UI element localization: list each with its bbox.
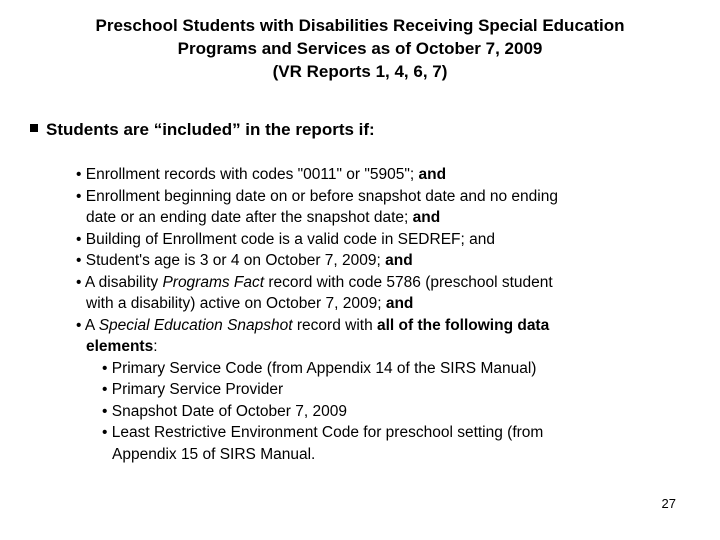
item-text: with a disability) active on October 7, 2009;	[86, 295, 386, 312]
item-text: Snapshot Date of October 7, 2009	[111, 402, 347, 420]
item-text: Primary Service Code (from Appendix 14 of the SIRS Manual)	[111, 359, 537, 377]
bullet-icon: •	[102, 381, 112, 398]
sub-list-item	[102, 401, 696, 423]
bullet-icon: •	[76, 166, 86, 183]
list-item	[76, 164, 696, 186]
criteria-list	[76, 164, 696, 465]
item-text: A	[84, 316, 99, 334]
bullet-icon: •	[76, 187, 86, 205]
item-continuation	[76, 207, 696, 229]
item-tail: and	[385, 252, 413, 269]
list-item	[76, 250, 696, 272]
bullet-icon: •	[76, 252, 86, 269]
item-text: Enrollment records with codes "0011" or "5905";	[85, 166, 419, 183]
item-text: Least Restrictive Environment Code for preschool setting (from	[111, 424, 544, 441]
list-item	[76, 186, 696, 229]
item-text: record with code 5786 (preschool student	[264, 273, 553, 291]
item-text: date or an ending date after the snapshot date;	[86, 209, 413, 226]
item-bold: elements	[86, 338, 154, 355]
item-emphasis: Special Education Snapshot	[98, 316, 293, 334]
sub-list-item	[102, 358, 696, 380]
item-continuation: Appendix 15 of SIRS Manual.	[112, 445, 316, 463]
bullet-icon: •	[76, 230, 86, 248]
list-item	[76, 272, 696, 315]
page-title	[0, 14, 720, 83]
bullet-icon: •	[102, 424, 112, 441]
bullet-icon: •	[102, 402, 112, 420]
item-text: :	[153, 338, 158, 355]
bullet-icon: •	[76, 273, 85, 291]
item-tail: and	[418, 166, 447, 183]
list-item	[76, 229, 696, 251]
item-tail: and	[412, 209, 441, 226]
page-number: 27	[661, 496, 676, 511]
item-tail: and	[385, 295, 414, 312]
item-text: Enrollment beginning date on or before snapshot date and no ending	[85, 187, 558, 205]
title-line-1: Preschool Students with Disabilities Receiving Special Education	[95, 16, 625, 35]
item-text: Building of Enrollment code is a valid code in SEDREF; and	[85, 230, 495, 248]
item-text: record with	[292, 316, 377, 334]
bullet-icon: •	[102, 359, 112, 377]
lead-statement	[30, 118, 375, 142]
item-text: Primary Service Provider	[111, 381, 284, 398]
sub-list-item	[102, 422, 696, 465]
title-line-2: Programs and Services as of October 7, 2009	[177, 39, 543, 58]
item-continuation	[76, 336, 696, 358]
item-text: Student's age is 3 or 4 on October 7, 2009;	[85, 252, 386, 269]
item-bold: all of the following data	[377, 316, 550, 334]
bullet-icon: •	[76, 316, 85, 334]
sub-list	[76, 358, 696, 466]
sub-list-item	[102, 379, 696, 401]
title-line-3: (VR Reports 1, 4, 6, 7)	[272, 62, 448, 81]
square-bullet-icon	[30, 124, 38, 132]
item-continuation	[76, 293, 696, 315]
item-text: A disability	[84, 273, 163, 291]
lead-text: Students are “included” in the reports if:	[46, 120, 375, 139]
list-item	[76, 315, 696, 358]
item-emphasis: Programs Fact	[162, 273, 265, 291]
